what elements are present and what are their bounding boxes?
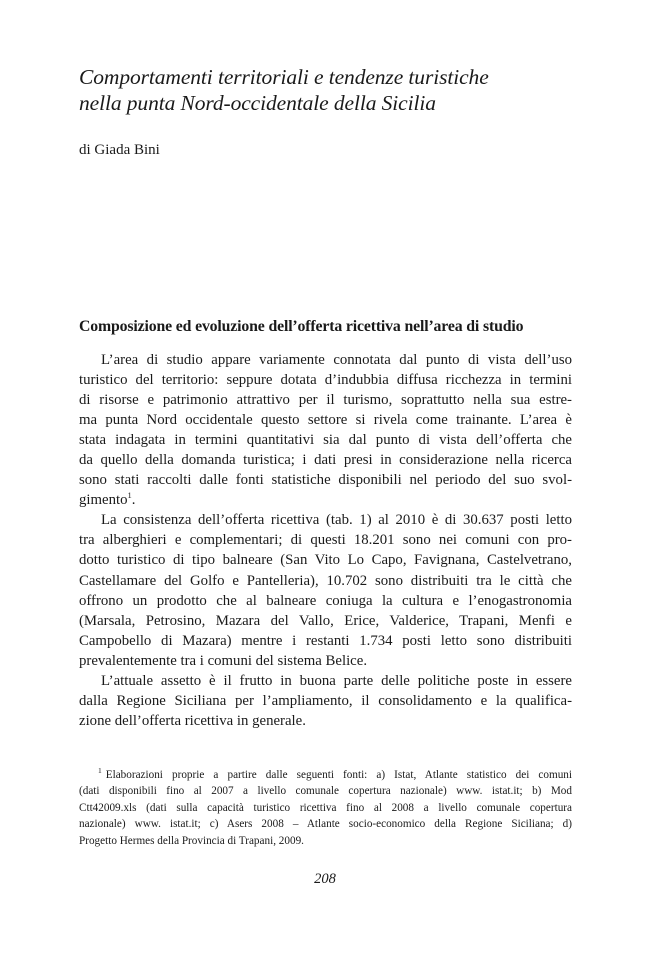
footnote: [79, 767, 572, 849]
footnote-line: Ctt42009.xls (dati sulla capacità turistico ricettiva fino al 2008 a livello comunale copertura: [79, 801, 572, 814]
text-line: L’area di studio appare variamente connotata dal punto di vista dell’uso: [101, 352, 572, 368]
text-line: La consistenza dell’offerta ricettiva (tab. 1) al 2010 è di 30.637 posti letto: [101, 512, 572, 529]
footnote-reference[interactable]: 1: [127, 490, 132, 501]
paragraph: [79, 510, 572, 670]
text-fragment: .: [131, 492, 136, 509]
text-line: tra alberghieri e complementari; di questi 18.201 sono nei comuni con pro-: [79, 532, 572, 549]
paragraph: [79, 671, 572, 731]
text-line: da quello della domanda turistica; i dati presi in considerazione nella ricerca: [79, 452, 572, 469]
paragraph: [79, 350, 572, 510]
section-heading: Composizione ed evoluzione dell’offerta ricettiva nell’area di studio: [79, 318, 524, 335]
text-line: Castellamare del Golfo e Pantelleria), 10.702 sono distribuiti tra le città che: [79, 572, 572, 589]
title-line-1: Comportamenti territoriali e tendenze turistiche: [79, 65, 489, 89]
text-line: dotto turistico di tipo balneare (San Vito Lo Capo, Favignana, Castelvetrano,: [79, 552, 572, 569]
text-line: stata indagata in termini quantitativi sia dal punto di vista dell’offerta che: [79, 432, 572, 449]
text-line: zione dell’offerta ricettiva in generale.: [79, 712, 306, 729]
text-line: prevalentemente tra i comuni del sistema Belice.: [79, 652, 368, 669]
body-text: [79, 350, 572, 731]
footnote-marker: 1: [98, 766, 102, 776]
text-line: [79, 490, 572, 510]
footnote-line: (dati disponibili fino al 2007 a livello comunale copertura nazionale) www. istat.it; b) Mod: [79, 785, 572, 798]
text-line: ma punta Nord occidentale questo settore si rivela come trainante. L’area è: [79, 412, 572, 429]
footnote-line: Progetto Hermes della Provincia di Trapani, 2009.: [79, 834, 304, 847]
article-title: [79, 64, 599, 116]
text-line: L’attuale assetto è il frutto in buona parte delle politiche poste in essere: [101, 672, 572, 689]
text-line: turistico del territorio: seppure dotata d’indubbia diffusa ricchezza in termini: [79, 372, 572, 389]
text-line: di risorse e patrimonio attrattivo per il turismo, soprattutto nella sua estre-: [79, 392, 572, 409]
footnote-text: Elaborazioni proprie a partire dalle seguenti fonti: a) Istat, Atlante statistico dei comuni: [105, 769, 572, 781]
footnote-line: nazionale) www. istat.it; c) Asers 2008 – Atlante socio-economico della Regione Siciliana; d): [79, 818, 572, 831]
text-fragment: gimento: [79, 492, 128, 509]
text-line: Campobello di Mazara) mentre i restanti 1.734 posti letto sono distribuiti: [79, 632, 572, 649]
title-line-2: nella punta Nord-occidentale della Sicilia: [79, 91, 436, 115]
text-line: offrono un prodotto che al balneare coniuga la cultura e l’enogastronomia: [79, 592, 572, 609]
footnote-line: [79, 767, 572, 783]
page-number: 208: [314, 871, 336, 887]
author-byline: di Giada Bini: [79, 142, 160, 158]
text-line: (Marsala, Petrosino, Mazara del Vallo, Erice, Valderice, Trapani, Menfi e: [79, 612, 572, 629]
text-line: dalla Regione Siciliana per l’ampliamento, il consolidamento e la qualifica-: [79, 692, 572, 709]
text-line: sono stati raccolti dalle fonti statistiche disponibili nel periodo del suo svol-: [79, 472, 572, 489]
